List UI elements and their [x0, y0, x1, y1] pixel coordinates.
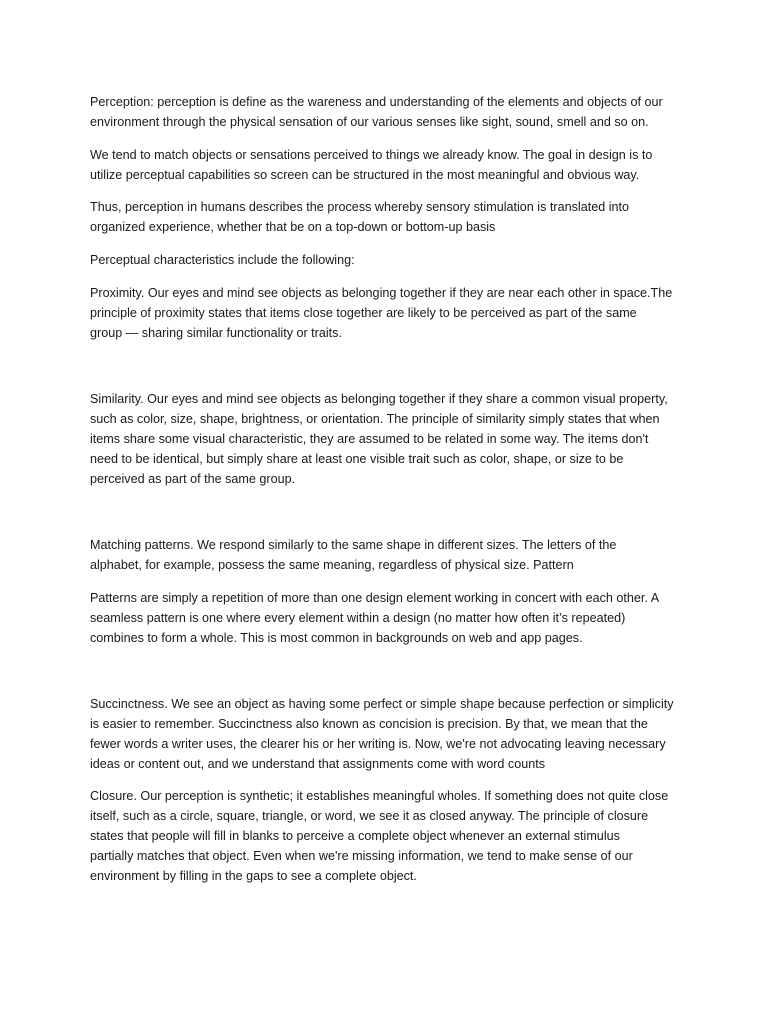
- text-line: Proximity. Our eyes and mind see objects as belonging together if they are near each other in space.The: [90, 286, 673, 300]
- text-line: Perception: perception is define as the wareness and understanding of the elements and objects of our: [90, 95, 663, 109]
- text-line: Thus, perception in humans describes the process whereby sensory stimulation is translated into: [90, 200, 630, 214]
- text-line: states that people will fill in blanks to perceive a complete object whenever an external stimulus: [90, 829, 620, 843]
- text-line: utilize perceptual capabilities so screen can be structured in the most meaningful and obvious way.: [90, 168, 640, 182]
- paragraph-succinctness: [90, 694, 680, 774]
- text-line: combines to form a whole. This is most common in backgrounds on web and app pages.: [90, 631, 583, 645]
- paragraph-matching-patterns: [90, 535, 680, 575]
- paragraph-perception-definition: [90, 92, 680, 132]
- text-line: organized experience, whether that be on a top-down or bottom-up basis: [90, 220, 496, 234]
- text-line: group — sharing similar functionality or traits.: [90, 326, 342, 340]
- paragraph-patterns: [90, 588, 680, 648]
- text-line: Matching patterns. We respond similarly to the same shape in different sizes. The letters of the: [90, 538, 617, 552]
- text-line: partially matches that object. Even when we're missing information, we tend to make sense of our: [90, 849, 633, 863]
- text-line: Perceptual characteristics include the following:: [90, 253, 355, 267]
- text-line: environment by filling in the gaps to see a complete object.: [90, 869, 417, 883]
- text-line: environment through the physical sensation of our various senses like sight, sound, smell and so on.: [90, 115, 649, 129]
- text-line: Similarity. Our eyes and mind see objects as belonging together if they share a common visual property,: [90, 392, 668, 406]
- text-line: ideas or content out, and we understand that assignments come with word counts: [90, 757, 546, 771]
- text-line: need to be identical, but simply share at least one visible trait such as color, shape, or size to be: [90, 452, 624, 466]
- text-line: We tend to match objects or sensations perceived to things we already know. The goal in design is to: [90, 148, 653, 162]
- text-line: alphabet, for example, possess the same meaning, regardless of physical size. Pattern: [90, 558, 574, 572]
- paragraph-perception-process: [90, 197, 680, 237]
- paragraph-proximity: [90, 283, 680, 343]
- text-line: items share some visual characteristic, they are assumed to be related in some way. The items don't: [90, 432, 649, 446]
- paragraph-characteristics-intro: [90, 250, 680, 270]
- text-line: principle of proximity states that items close together are likely to be perceived as part of the same: [90, 306, 637, 320]
- text-line: perceived as part of the same group.: [90, 472, 296, 486]
- text-line: seamless pattern is one where every element within a design (no matter how often it’s repeated): [90, 611, 626, 625]
- text-line: such as color, size, shape, brightness, or orientation. The principle of similarity simply states that when: [90, 412, 660, 426]
- text-line: Succinctness. We see an object as having some perfect or simple shape because perfection or simplicity: [90, 697, 674, 711]
- text-line: Closure. Our perception is synthetic; it establishes meaningful wholes. If something does not quite close: [90, 789, 669, 803]
- text-line: Patterns are simply a repetition of more than one design element working in concert with each other. A: [90, 591, 660, 605]
- text-line: is easier to remember. Succinctness also known as concision is precision. By that, we mean that the: [90, 717, 648, 731]
- paragraph-closure: [90, 786, 680, 886]
- text-line: itself, such as a circle, square, triangle, or word, we see it as closed anyway. The principle of closure: [90, 809, 649, 823]
- paragraph-similarity: [90, 389, 680, 489]
- paragraph-design-goal: [90, 145, 680, 185]
- text-line: fewer words a writer uses, the clearer his or her writing is. Now, we're not advocating leaving necessary: [90, 737, 666, 751]
